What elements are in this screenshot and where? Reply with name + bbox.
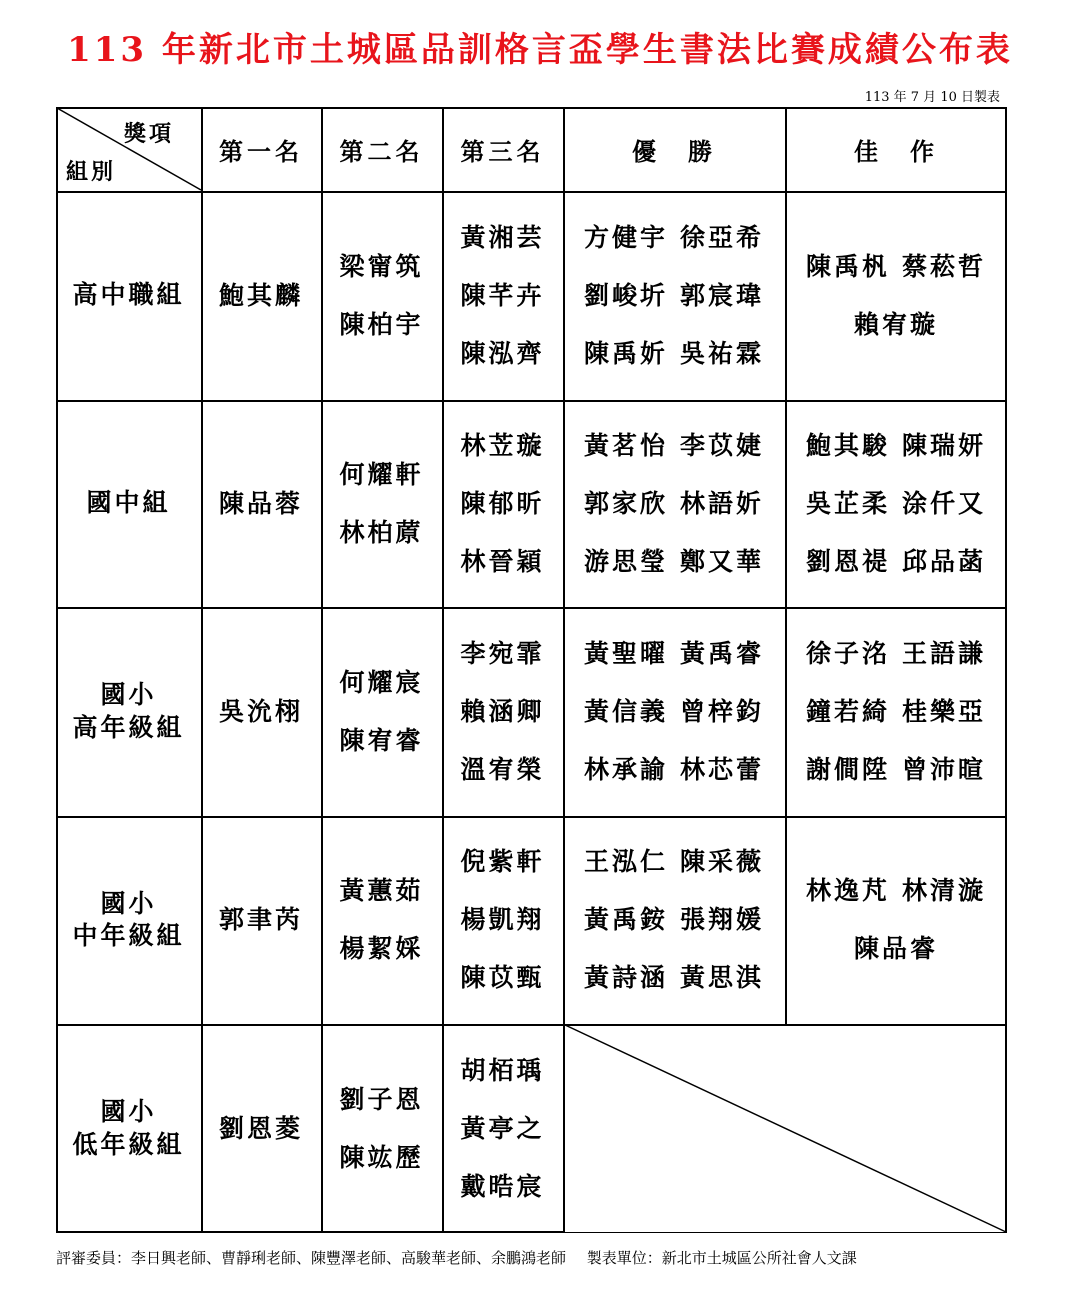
- winner-name: 陳芊卉: [460, 280, 545, 310]
- grid-hline: [563, 1232, 1007, 1233]
- winner-name: 戴晧宸: [460, 1171, 545, 1201]
- group-label: 國小: [100, 888, 157, 918]
- winner-name: 鮑其麟: [218, 280, 303, 310]
- second-place-cell: [321, 607, 442, 816]
- winner-name: 陳泓齊: [460, 338, 545, 368]
- winner-name: 郭家欣: [583, 488, 668, 518]
- winner-name: 林柏蒝: [339, 517, 424, 547]
- winner-name: 張翔媛: [680, 905, 765, 934]
- corner-award-label: 獎項: [124, 121, 175, 147]
- group-label: 中年級組: [72, 921, 185, 950]
- winner-name: 方健宇: [583, 222, 668, 252]
- first-place-cell: [201, 607, 321, 816]
- winner-name: 黃亭之: [460, 1113, 545, 1143]
- winner-name: 陳宥睿: [339, 725, 424, 755]
- winner-name: 游思瑩: [583, 546, 668, 576]
- second-place-cell: [321, 816, 442, 1024]
- winner-name: 黃禹睿: [680, 638, 765, 668]
- merit-cell: [563, 607, 785, 816]
- honorable-cell: [785, 191, 1007, 400]
- winner-name: 劉峻圻: [583, 280, 668, 310]
- winner-name: 林晉穎: [460, 546, 545, 576]
- winner-name: 林苙璇: [460, 430, 545, 460]
- winner-name: 陳郁昕: [460, 488, 545, 518]
- name-line: [584, 325, 764, 383]
- winner-name: 陳苡甄: [460, 963, 545, 992]
- group-label: 低年級組: [72, 1129, 185, 1159]
- winner-name: 劉子恩: [339, 1084, 424, 1114]
- winner-name: 徐子洺: [805, 638, 890, 668]
- name-line: [584, 741, 764, 799]
- winner-name: 黃聖曜: [583, 638, 668, 668]
- winner-name: 劉恩禔: [805, 546, 890, 576]
- winner-name: 李宛霏: [460, 638, 545, 668]
- winner-name: 何耀軒: [339, 459, 424, 489]
- name-line: [584, 209, 764, 267]
- group-cell: [56, 191, 201, 400]
- name-line: [854, 920, 938, 978]
- name-line: [584, 475, 764, 533]
- first-place-cell: [201, 816, 321, 1024]
- second-place-cell: [321, 191, 442, 400]
- header-4: 優 勝: [632, 136, 716, 166]
- winner-name: 胡栢瑀: [460, 1055, 545, 1085]
- winner-name: 倪紫軒: [460, 847, 545, 876]
- header-3: 第三名: [460, 136, 545, 166]
- name-line: [584, 625, 764, 683]
- winner-name: 劉恩菱: [218, 1113, 303, 1143]
- winner-name: 謝僴陞: [805, 754, 890, 784]
- winner-name: 黃思淇: [680, 963, 765, 992]
- header-2: 第二名: [339, 136, 424, 166]
- winner-name: 楊凱翔: [460, 905, 545, 934]
- winner-name: 賴涵卿: [460, 696, 545, 726]
- third-place-cell: [442, 1024, 563, 1233]
- name-line: [806, 741, 986, 799]
- winner-name: 陳竑歷: [339, 1142, 424, 1172]
- merit-cell: [563, 816, 785, 1024]
- winner-name: 邱品菡: [902, 546, 987, 576]
- winner-name: 王語謙: [902, 638, 987, 668]
- group-label: 國中組: [86, 488, 171, 518]
- winner-name: 陳禹杋: [805, 251, 890, 281]
- winner-name: 陳品睿: [853, 934, 938, 963]
- group-label: 高中職組: [72, 280, 185, 310]
- name-line: [806, 533, 986, 591]
- winner-name: 郭聿芮: [218, 905, 303, 934]
- winner-name: 陳柏宇: [339, 309, 424, 339]
- winner-name: 黃詩涵: [583, 963, 668, 992]
- group-label: 國小: [100, 1097, 157, 1126]
- third-place-cell: [442, 400, 563, 607]
- corner-group-label: 組別: [66, 159, 117, 185]
- winner-name: 涂仟又: [902, 488, 987, 518]
- group-cell: [56, 816, 201, 1024]
- winner-name: 梁甯筑: [339, 251, 424, 281]
- group-label: 高年級組: [72, 712, 185, 742]
- winner-name: 徐亞希: [680, 222, 765, 252]
- winner-name: 陳禹妡: [583, 338, 668, 368]
- name-line: [806, 862, 986, 920]
- winner-name: 蔡菘哲: [902, 251, 987, 281]
- name-line: [584, 949, 764, 1007]
- winner-name: 吳祐霖: [680, 338, 765, 368]
- footer-unit: 製表單位：新北市土城區公所社會人文課: [586, 1249, 857, 1267]
- third-place-cell: [442, 816, 563, 1024]
- winner-name: 桂樂亞: [902, 696, 987, 726]
- winner-name: 林芯蕾: [680, 754, 765, 784]
- name-line: [806, 417, 986, 475]
- honorable-cell: [785, 607, 1007, 816]
- winner-name: 郭宸瑋: [680, 280, 765, 310]
- merit-cell: [563, 400, 785, 607]
- winner-name: 黃蕙茹: [339, 876, 424, 905]
- name-line: [584, 891, 764, 949]
- name-line: [806, 238, 986, 296]
- header-5: 佳 作: [854, 136, 938, 166]
- group-label: 國小: [100, 680, 157, 709]
- winner-name: 吳芷柔: [805, 488, 890, 518]
- page-title: 113 年新北市土城區品訓格言盃學生書法比賽成績公布表: [67, 30, 1013, 70]
- made-date: 113 年 7 月 10 日製表: [864, 90, 1000, 105]
- third-place-cell: [442, 607, 563, 816]
- name-line: [806, 625, 986, 683]
- winner-name: 鄭又華: [680, 546, 765, 576]
- first-place-cell: [201, 191, 321, 400]
- winner-name: 黃湘芸: [460, 222, 545, 252]
- winner-name: 鮑其駿: [805, 430, 890, 460]
- winner-name: 楊絜婇: [339, 934, 424, 963]
- group-cell: [56, 400, 201, 607]
- winner-name: 賴宥璇: [853, 309, 938, 339]
- winner-name: 陳品蓉: [218, 488, 303, 518]
- winner-name: 黃禹銨: [583, 905, 668, 934]
- winner-name: 曾梓鈞: [680, 696, 765, 726]
- winner-name: 鐘若綺: [805, 696, 890, 726]
- name-line: [806, 475, 986, 533]
- first-place-cell: [201, 1024, 321, 1233]
- name-line: [584, 533, 764, 591]
- header-1: 第一名: [219, 136, 303, 166]
- winner-name: 溫宥榮: [460, 754, 545, 784]
- winner-name: 黃信義: [583, 696, 668, 726]
- honorable-cell: [785, 400, 1007, 607]
- name-line: [854, 296, 938, 354]
- winner-name: 何耀宸: [339, 667, 424, 697]
- name-line: [584, 417, 764, 475]
- winner-name: 林語妡: [680, 488, 765, 518]
- winner-name: 林逸芃: [805, 876, 890, 905]
- winner-name: 陳瑞妍: [902, 430, 987, 460]
- winner-name: 吳沇栩: [218, 696, 303, 726]
- honorable-cell: [785, 816, 1007, 1024]
- empty-cell-diagonal: [563, 1024, 1006, 1232]
- winner-name: 李苡婕: [680, 430, 765, 460]
- group-cell: [56, 607, 201, 816]
- winner-name: 陳采薇: [680, 847, 765, 876]
- winner-name: 王泓仁: [583, 847, 668, 876]
- third-place-cell: [442, 191, 563, 400]
- footer-judges: 評審委員：李日興老師、曹靜琍老師、陳豐澤老師、高駿華老師、余鵬鴻老師: [56, 1249, 567, 1267]
- winner-name: 林清漩: [902, 876, 987, 905]
- winner-name: 林承諭: [583, 754, 668, 784]
- winner-name: 曾沛暄: [902, 754, 987, 784]
- winner-name: 黃茗怡: [583, 430, 668, 460]
- name-line: [806, 683, 986, 741]
- results-table: [56, 107, 1007, 1233]
- second-place-cell: [321, 1024, 442, 1233]
- group-cell: [56, 1024, 201, 1233]
- name-line: [584, 267, 764, 325]
- footer: [56, 1247, 857, 1268]
- name-line: [584, 833, 764, 891]
- name-line: [584, 683, 764, 741]
- merit-cell: [563, 191, 785, 400]
- second-place-cell: [321, 400, 442, 607]
- first-place-cell: [201, 400, 321, 607]
